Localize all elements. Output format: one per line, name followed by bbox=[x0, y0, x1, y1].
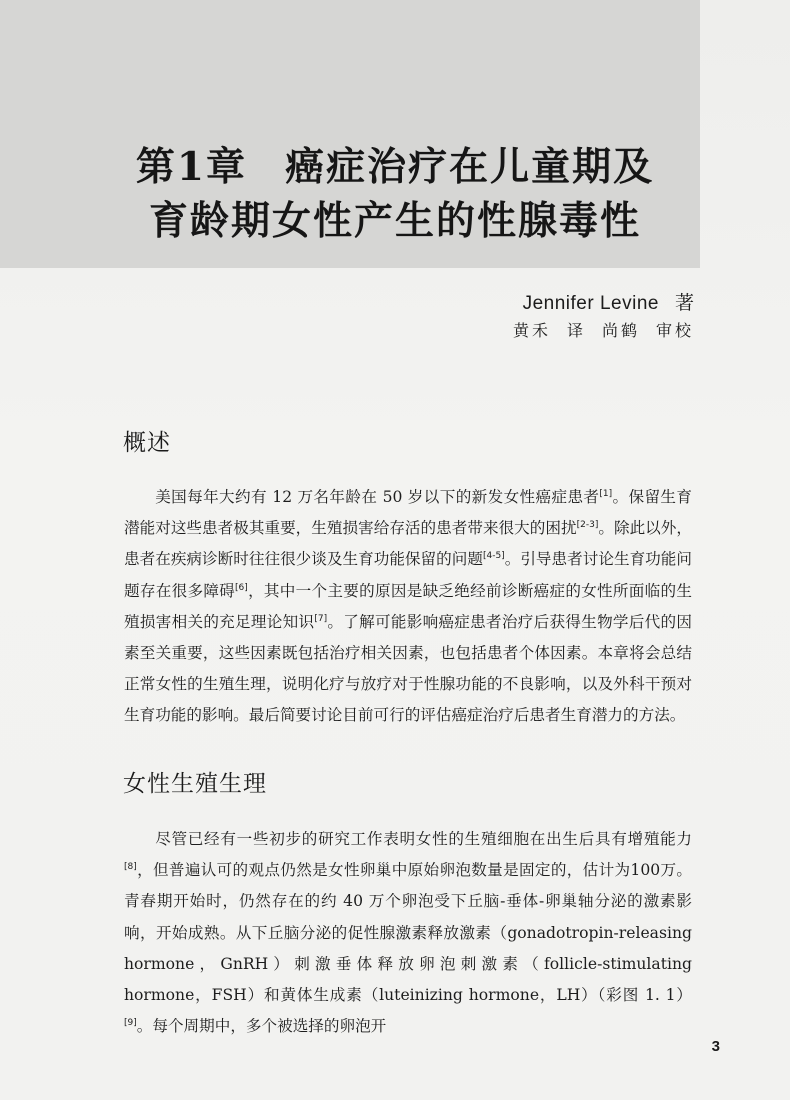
chapter-number: 第1章 bbox=[135, 144, 248, 190]
author-role: 著 bbox=[674, 292, 694, 314]
page-number: 3 bbox=[711, 1038, 720, 1055]
chapter-title-line-1 bbox=[0, 140, 790, 194]
translator-role: 译 bbox=[566, 321, 586, 340]
citation-ref: [7] bbox=[314, 613, 328, 624]
translator-credit bbox=[513, 318, 694, 341]
chapter-title-text-1: 癌症治疗在儿童期及 bbox=[285, 144, 655, 190]
citation-ref: [4-5] bbox=[482, 551, 505, 562]
section-heading-overview: 概述 bbox=[123, 430, 171, 456]
citation-ref: [1] bbox=[599, 489, 613, 499]
citation-ref: [2-3] bbox=[576, 520, 599, 531]
reviewer-role: 审校 bbox=[655, 321, 694, 340]
overview-paragraph: 美国每年大约有 12 万名年龄在 50 岁以下的新发女性癌症患者[1]。保留生育潜能对这些患者极其重要，生殖损害给存活的患者带来很大的困扰[2-3]。除此以外，患者在疾病诊断时往往很少谈及生育功能保留的问题[4-5]。引导患者讨论生育功能问题存在很多障碍[6]，其中一个主要的原因是缺乏绝经前诊断癌症的女性所面临的生殖损害相关的充足理论知识[7]。了解可能影响癌症患者治疗后获得生物学后代的因素至关重要，这些因素既包括治疗相关因素，也包括患者个体因素。本章将会总结正常女性的生殖生理，说明化疗与放疗对于性腺功能的不良影响，以及外科干预对生育功能的影响。最后简要讨论目前可行的评估癌症治疗后患者生育潜力的方法。 bbox=[124, 488, 692, 725]
author-name: Jennifer Levine bbox=[522, 293, 659, 314]
chapter-title bbox=[0, 140, 790, 248]
citation-ref: [6] bbox=[235, 582, 248, 593]
citation-ref: [9] bbox=[124, 1018, 137, 1029]
section-heading-reproductive-physiology: 女性生殖生理 bbox=[123, 771, 267, 797]
citation-ref: [8] bbox=[124, 862, 137, 873]
chapter-title-line-2: 育龄期女性产生的性腺毒性 bbox=[148, 198, 641, 244]
reproductive-physiology-paragraph: 尽管已经有一些初步的研究工作表明女性的生殖细胞在出生后具有增殖能力[8]，但普遍认可的观点仍然是女性卵巢中原始卵泡数量是固定的，估计为100万。青春期开始时，仍然存在的约 40 万个卵泡受下丘脑-垂体-卵巢轴分泌的激素影响，开始成熟。从下丘脑分泌的促性腺激素释放激素（gonadotropin-releasing hormone，GnRH）刺激垂体释放卵泡刺激素（follicle-stimulating hormone，FSH）和黄体生成素（luteinizing hormone，LH）（彩图 1. 1）[9]。每个周期中，多个被选择的卵泡开 bbox=[124, 830, 692, 1036]
author-credit bbox=[523, 288, 694, 315]
reviewer-name: 尚鹤 bbox=[601, 321, 640, 340]
translator-name: 黄禾 bbox=[512, 321, 551, 340]
